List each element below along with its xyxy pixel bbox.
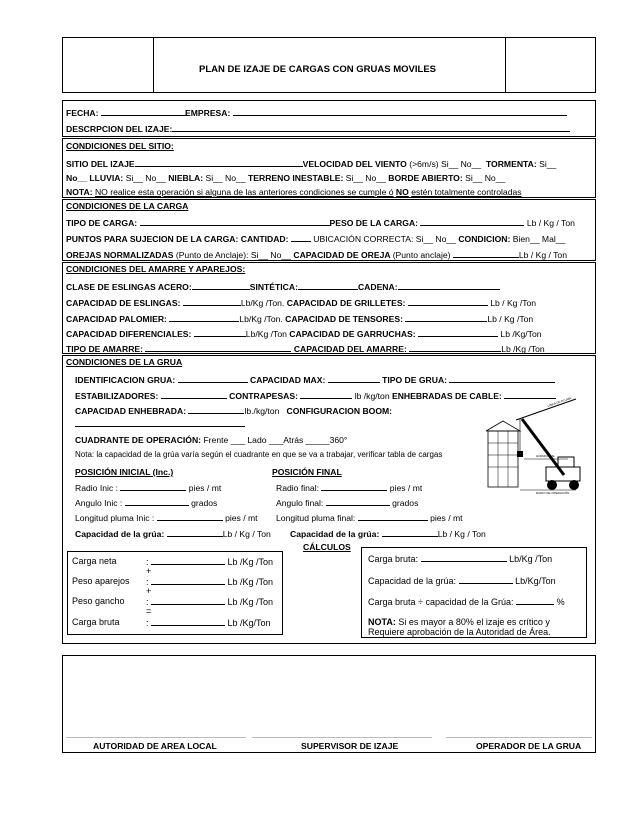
fecha-field[interactable] (101, 107, 189, 116)
radio-final-field[interactable] (321, 482, 387, 491)
sitio-nota: NOTA: NO realice esta operación si alguna de las anteriores condiciones se cumple ó NO estén totalmente controladas (66, 187, 522, 197)
sitio-heading: CONDICIONES DEL SITIO: (66, 141, 174, 151)
calc-left-label: Peso aparejos (72, 576, 130, 586)
firma-line-3[interactable] (446, 737, 592, 738)
capacidad-oreja-field[interactable] (453, 249, 519, 258)
long-inic: Longitud pluma Inic : pies / mt (75, 513, 258, 523)
sitio-row1: SITIO DEL IZAJE VELOCIDAD DEL VIENTO (>6m/s) Si__ No__ TORMENTA: Si__ (66, 159, 557, 169)
carga-row2: PUNTOS PARA SUJECION DE LA CARGA: CANTIDAD: UBICACIÓN CORRECTA: Si__ No__ CONDICION: Bien__ Mal__ (66, 234, 566, 244)
calc-carga-bruta: Carga bruta: Lb/Kg /Ton (368, 554, 553, 564)
grua-nota: Nota: la capacidad de la grúa varía según el cuadrante en que se va a trabajar, verificar tabla de cargas (75, 450, 443, 459)
firma-supervisor: SUPERVISOR DE IZAJE (301, 741, 399, 751)
long-inic-field[interactable] (157, 512, 223, 521)
calc-left-value: : Lb /Kg/Ton (146, 618, 271, 628)
cap-grilletes-field[interactable] (408, 297, 488, 306)
grua-heading: CONDICIONES DE LA GRUA (66, 357, 183, 367)
radio-final: Radio final: pies / mt (276, 483, 423, 493)
estabilizadores-field[interactable] (161, 390, 227, 399)
cantidad-field[interactable] (291, 233, 311, 242)
firma-line-2[interactable] (252, 737, 432, 738)
calc-left-field[interactable] (151, 596, 225, 605)
calc-ratio-field[interactable] (516, 596, 554, 605)
carga-row1: TIPO DE CARGA: PESO DE LA CARGA: Lb / Kg / Ton (66, 218, 575, 228)
amarre-row3: CAPACIDAD PALOMIER: Lb/Kg /Ton. CAPACIDAD DE TENSORES: Lb / Kg /Ton (66, 314, 534, 324)
cap-grua-1: Capacidad de la grúa: Lb / Kg / Ton (75, 529, 271, 539)
header-divider-left (153, 37, 154, 93)
calc-carga-bruta-field[interactable] (421, 553, 507, 562)
carga-heading: CONDICIONES DE LA CARGA (66, 201, 189, 211)
contrapesas-field[interactable] (300, 390, 352, 399)
empresa-label: EMPRESA: (185, 107, 567, 118)
carga-row3: OREJAS NORMALIZADAS (Punto de Anclaje): Si__ No__ CAPACIDAD DE OREJA (Punto anclaje) Lb / Kg / Ton (66, 250, 567, 260)
grua-row2: ESTABILIZADORES: CONTRAPESAS: lb /kg/ton ENHEBRADAS DE CABLE: (75, 390, 556, 401)
config-boom-line[interactable] (75, 426, 245, 427)
angulo-inic: Angulo Inic : grados (75, 498, 218, 508)
calc-capacidad-field[interactable] (459, 575, 513, 584)
fecha-label: FECHA: (66, 107, 189, 118)
calc-left-label: Carga bruta (72, 617, 120, 627)
descripcion-label: DESCRPCION DEL IZAJE: (66, 123, 570, 134)
firma-line-1[interactable] (66, 737, 246, 738)
page-title: PLAN DE IZAJE DE CARGAS CON GRUAS MOVILES (199, 64, 436, 75)
cap-grua-2-field[interactable] (382, 528, 438, 537)
radio-inic: Radio Inic : pies / mt (75, 483, 222, 493)
calc-left-operator: + (146, 586, 152, 596)
cap-grua-1-field[interactable] (167, 528, 223, 537)
header-divider-right (505, 37, 506, 93)
calculos-heading: CÁLCULOS (303, 542, 351, 552)
grua-row3: CAPACIDAD ENHEBRADA: lb./kg/ton CONFIGURACION BOOM: (75, 406, 393, 416)
long-final-field[interactable] (358, 512, 428, 521)
firma-autoridad: AUTORIDAD DE AREA LOCAL (93, 741, 217, 751)
building-image (488, 431, 518, 487)
angulo-final: Angulo final: grados (276, 498, 419, 508)
calc-left-field[interactable] (151, 617, 225, 626)
cap-garruchas-field[interactable] (418, 328, 498, 337)
diagram-label-horizontal: HORIZONTAL (536, 454, 556, 458)
tipo-grua-field[interactable] (449, 374, 555, 383)
cap-diferenciales-field[interactable] (194, 328, 246, 337)
amarre-heading: CONDICIONES DEL AMARRE Y APAREJOS: (66, 264, 246, 274)
cap-enhebrada-field[interactable] (188, 405, 244, 414)
sitio-izaje-field[interactable] (135, 158, 303, 167)
cap-amarre-field[interactable] (409, 343, 501, 352)
amarre-row5: TIPO DE AMARRE: CAPACIDAD DEL AMARRE: Lb /Kg /Ton (66, 344, 545, 354)
angulo-final-field[interactable] (326, 497, 390, 506)
cadena-field[interactable] (398, 281, 500, 290)
tipo-amarre-field[interactable] (145, 343, 291, 352)
diagram-label-boom: LÍNEA DE PLUMA (547, 396, 572, 408)
diagram-label-radio: RADIO DE OPERACIÓN (536, 491, 570, 495)
grua-row1: IDENTIFICACION GRUA: CAPACIDAD MAX: TIPO DE GRUA: (75, 374, 555, 385)
calc-nota-2: Requiere aprobación de la Autoridad de Área. (368, 627, 551, 637)
calc-capacidad: Capacidad de la grúa: Lb/Kg/Ton (368, 576, 556, 586)
amarre-row4: CAPACIDAD DIFERENCIALES: Lb/Kg /Ton CAPACIDAD DE GARRUCHAS: Lb /Kg/Ton (66, 329, 542, 339)
cap-max-field[interactable] (328, 374, 380, 383)
calc-left-value: : Lb /Kg /Ton (146, 597, 274, 607)
calc-ratio: Carga bruta ÷ capacidad de la Grúa: % (368, 597, 565, 607)
long-final: Longitud pluma final: pies / mt (276, 513, 463, 523)
empresa-field[interactable] (233, 107, 567, 116)
calc-left-operator: + (146, 566, 152, 576)
calc-left-value: : Lb /Kg /Ton (146, 557, 274, 567)
pos-final-heading: POSICIÓN FINAL (272, 467, 342, 477)
calc-left-operator: = (146, 606, 152, 616)
calc-left-label: Carga neta (72, 556, 117, 566)
cap-eslingas-field[interactable] (183, 297, 241, 306)
firmas-section (62, 655, 596, 753)
firma-operador: OPERADOR DE LA GRUA (476, 741, 582, 751)
calc-left-field[interactable] (151, 576, 225, 585)
sitio-row2: No__ LLUVIA: Si__ No__ NIEBLA: Si__ No__ TERRENO INESTABLE: Si__ No__ BORDE ABIERTO: Si__ No__ (66, 173, 506, 183)
calc-nota: NOTA: Si es mayor a 80% el izaje es crítico y (368, 617, 550, 627)
amarre-row2: CAPACIDAD DE ESLINGAS: Lb/Kg /Ton. CAPACIDAD DE GRILLETES: Lb / Kg /Ton (66, 298, 537, 308)
calc-left-field[interactable] (151, 556, 225, 565)
sintetica-field[interactable] (298, 281, 358, 290)
amarre-row1: CLASE DE ESLINGAS ACERO: SINTÉTICA: CADENA: (66, 281, 500, 292)
angulo-inic-field[interactable] (125, 497, 189, 506)
identificacion-field[interactable] (178, 374, 248, 383)
cuadrante-row: CUADRANTE DE OPERACIÓN: Frente ___ Lado ___Atrás _____360° (75, 435, 348, 445)
radio-inic-field[interactable] (120, 482, 186, 491)
peso-carga-field[interactable] (420, 217, 524, 226)
calc-left-value: : Lb /Kg /Ton (146, 577, 274, 587)
pos-inicial-heading: POSICIÓN INICIAL (Inc.) (75, 467, 174, 477)
cap-palomier-field[interactable] (169, 313, 239, 322)
crane-diagram (486, 395, 586, 495)
cap-tensores-field[interactable] (405, 313, 487, 322)
calc-left-label: Peso gancho (72, 596, 125, 606)
tipo-carga-field[interactable] (140, 217, 330, 226)
eslinga-acero-field[interactable] (192, 281, 250, 290)
amarre-section (62, 262, 596, 354)
descripcion-field[interactable] (172, 123, 570, 132)
cap-grua-2: Capacidad de la grúa: Lb / Kg / Ton (290, 529, 486, 539)
